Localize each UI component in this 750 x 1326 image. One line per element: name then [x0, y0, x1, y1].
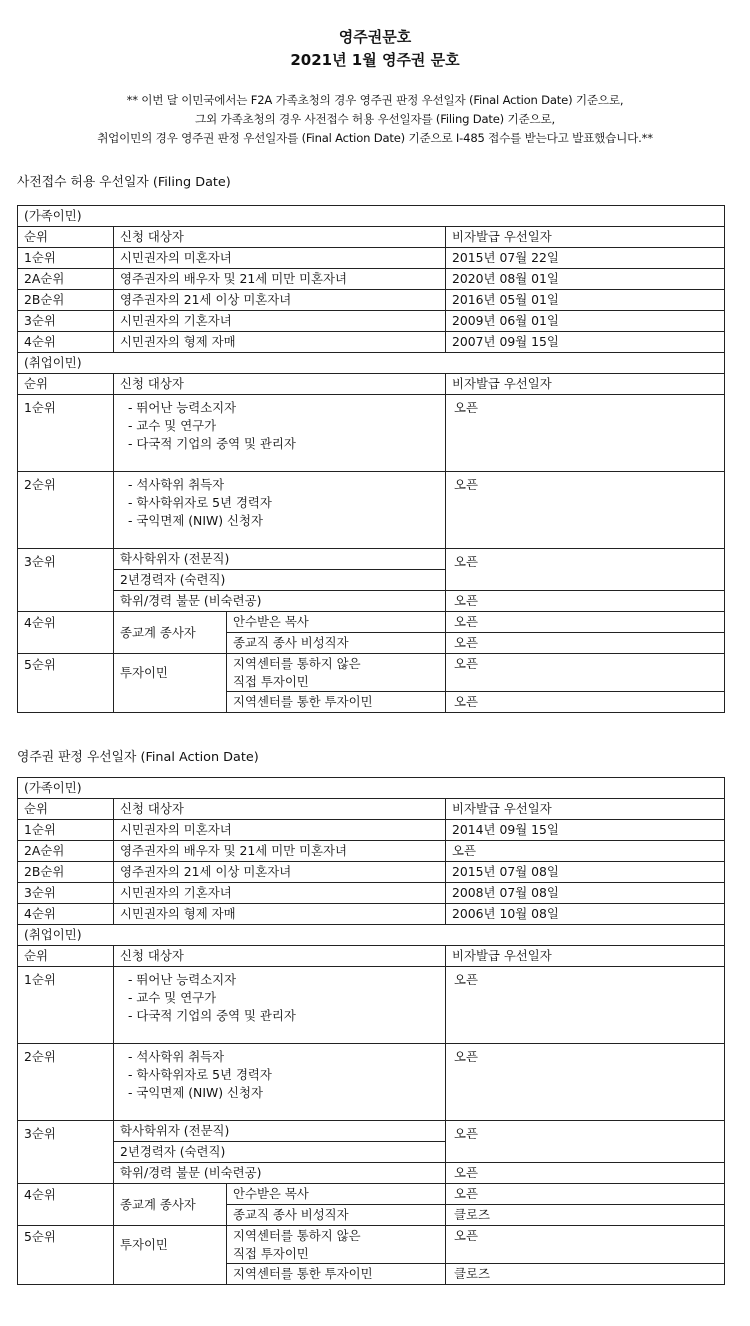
rank-cell: 2B순위 [18, 290, 114, 311]
date-cell: 오픈 [446, 1163, 725, 1184]
list-item: - 국익면제 (NIW) 신청자 [128, 513, 263, 528]
date-cell: 오픈 [446, 549, 725, 591]
list-item: - 석사학위 취득자 [128, 477, 225, 492]
target-line: 직접 투자이민 [233, 1246, 309, 1261]
table-row [18, 820, 725, 841]
date-cell: 오픈 [446, 1121, 725, 1163]
col-rank: 순위 [18, 374, 114, 395]
date-cell: 오픈 [446, 841, 725, 862]
target-cell: 지역센터를 통한 투자이민 [227, 692, 446, 713]
table-row [18, 904, 725, 925]
list-item: - 교수 및 연구가 [128, 418, 217, 433]
date-cell: 오픈 [446, 395, 725, 472]
table-row [18, 1226, 725, 1264]
target-cell [114, 395, 446, 472]
table-row [18, 290, 725, 311]
date-cell: 클로즈 [446, 1205, 725, 1226]
target-line: 직접 투자이민 [233, 674, 309, 689]
rank-cell: 1순위 [18, 967, 114, 1044]
list-item: - 교수 및 연구가 [128, 990, 217, 1005]
target-cell: 2년경력자 (숙련직) [114, 570, 446, 591]
target-cell [114, 472, 446, 549]
col-date: 비자발급 우선일자 [446, 946, 725, 967]
target-cell: 안수받은 목사 [227, 1184, 446, 1205]
notice-line-1: ** 이번 달 이민국에서는 F2A 가족초청의 경우 영주권 판정 우선일자 (Final Action Date) 기준으로, [126, 93, 624, 107]
target-cell: 시민권자의 형제 자매 [114, 904, 446, 925]
table-row [18, 612, 725, 633]
group-cell: 투자이민 [114, 654, 227, 713]
col-date: 비자발급 우선일자 [446, 374, 725, 395]
date-cell: 오픈 [446, 967, 725, 1044]
target-cell [114, 967, 446, 1044]
header-row [18, 374, 725, 395]
date-cell: 2008년 07월 08일 [446, 883, 725, 904]
rank-cell: 5순위 [18, 654, 114, 713]
group-cell: 종교계 종사자 [114, 612, 227, 654]
date-cell: 2009년 06월 01일 [446, 311, 725, 332]
list-item: - 학사학위자로 5년 경력자 [128, 495, 272, 510]
target-cell: 종교직 종사 비성직자 [227, 1205, 446, 1226]
date-cell: 오픈 [446, 633, 725, 654]
rank-cell: 5순위 [18, 1226, 114, 1285]
list-item: - 학사학위자로 5년 경력자 [128, 1067, 272, 1082]
col-rank: 순위 [18, 799, 114, 820]
date-cell: 오픈 [446, 472, 725, 549]
target-cell: 시민권자의 형제 자매 [114, 332, 446, 353]
list-item: - 다국적 기업의 중역 및 관리자 [128, 436, 296, 451]
list-item: - 국익면제 (NIW) 신청자 [128, 1085, 263, 1100]
list-item: - 뛰어난 능력소지자 [128, 972, 237, 987]
target-cell: 학사학위자 (전문직) [114, 549, 446, 570]
table-row [18, 311, 725, 332]
rank-cell: 2A순위 [18, 841, 114, 862]
list-item: - 뛰어난 능력소지자 [128, 400, 237, 415]
date-cell: 2015년 07월 22일 [446, 248, 725, 269]
date-cell: 오픈 [446, 1044, 725, 1121]
col-date: 비자발급 우선일자 [446, 799, 725, 820]
col-target: 신청 대상자 [114, 374, 446, 395]
page-subtitle: 2021년 1월 영주권 문호 [290, 51, 460, 69]
rank-cell: 2순위 [18, 472, 114, 549]
date-cell: 2007년 09월 15일 [446, 332, 725, 353]
family-section-label: (가족이민) [18, 206, 725, 227]
table-row [18, 549, 725, 570]
col-rank: 순위 [18, 946, 114, 967]
list-item: - 다국적 기업의 중역 및 관리자 [128, 1008, 296, 1023]
section-title-filing-date: 사전접수 허용 우선일자 (Filing Date) [17, 175, 231, 190]
table-row [18, 862, 725, 883]
rank-cell: 2순위 [18, 1044, 114, 1121]
col-date: 비자발급 우선일자 [446, 227, 725, 248]
rank-cell: 3순위 [18, 883, 114, 904]
target-cell: 학사학위자 (전문직) [114, 1121, 446, 1142]
table-row [18, 1044, 725, 1121]
target-cell: 학위/경력 불문 (비숙련공) [114, 1163, 446, 1184]
target-cell [227, 1226, 446, 1264]
rank-cell: 2A순위 [18, 269, 114, 290]
list-item: - 석사학위 취득자 [128, 1049, 225, 1064]
notice-line-3: 취업이민의 경우 영주권 판정 우선일자를 (Final Action Date) 기준으로 I-485 접수를 받는다고 발표했습니다.** [97, 131, 653, 145]
date-cell: 오픈 [446, 692, 725, 713]
col-target: 신청 대상자 [114, 227, 446, 248]
rank-cell: 1순위 [18, 820, 114, 841]
header-row [18, 227, 725, 248]
rank-cell: 3순위 [18, 311, 114, 332]
col-target: 신청 대상자 [114, 799, 446, 820]
date-cell: 2014년 09월 15일 [446, 820, 725, 841]
family-section-label: (가족이민) [18, 778, 725, 799]
date-cell: 오픈 [446, 654, 725, 692]
target-cell: 종교직 종사 비성직자 [227, 633, 446, 654]
target-cell: 시민권자의 기혼자녀 [114, 311, 446, 332]
date-cell: 2015년 07월 08일 [446, 862, 725, 883]
notice-line-2: 그외 가족초청의 경우 사전접수 허용 우선일자를 (Filing Date) 기준으로, [195, 112, 555, 126]
table-row [18, 1121, 725, 1142]
table-row [18, 883, 725, 904]
target-cell: 지역센터를 통한 투자이민 [227, 1264, 446, 1285]
table-row [18, 1184, 725, 1205]
filing-date-table [17, 205, 725, 713]
rank-cell: 1순위 [18, 395, 114, 472]
rank-cell: 3순위 [18, 1121, 114, 1184]
col-target: 신청 대상자 [114, 946, 446, 967]
date-cell: 2016년 05월 01일 [446, 290, 725, 311]
employment-section-label: (취업이민) [18, 925, 725, 946]
header-row [18, 946, 725, 967]
date-cell: 2020년 08월 01일 [446, 269, 725, 290]
table-row [18, 269, 725, 290]
date-cell: 오픈 [446, 591, 725, 612]
target-cell: 영주권자의 21세 이상 미혼자녀 [114, 290, 446, 311]
rank-cell: 1순위 [18, 248, 114, 269]
rank-cell: 4순위 [18, 904, 114, 925]
date-cell: 오픈 [446, 612, 725, 633]
target-cell: 시민권자의 미혼자녀 [114, 820, 446, 841]
target-cell: 영주권자의 21세 이상 미혼자녀 [114, 862, 446, 883]
target-cell: 안수받은 목사 [227, 612, 446, 633]
target-cell [227, 654, 446, 692]
final-action-date-table [17, 777, 725, 1285]
target-cell: 영주권자의 배우자 및 21세 미만 미혼자녀 [114, 841, 446, 862]
table-row [18, 395, 725, 472]
date-cell: 클로즈 [446, 1264, 725, 1285]
rank-cell: 4순위 [18, 612, 114, 654]
employment-section-label: (취업이민) [18, 353, 725, 374]
date-cell: 오픈 [446, 1184, 725, 1205]
table-row [18, 248, 725, 269]
col-rank: 순위 [18, 227, 114, 248]
rank-cell: 4순위 [18, 332, 114, 353]
table-row [18, 472, 725, 549]
target-cell [114, 1044, 446, 1121]
table-row [18, 1163, 725, 1184]
table-row [18, 332, 725, 353]
table-row [18, 841, 725, 862]
target-cell: 2년경력자 (숙련직) [114, 1142, 446, 1163]
target-cell: 학위/경력 불문 (비숙련공) [114, 591, 446, 612]
section-title-final-action-date: 영주권 판정 우선일자 (Final Action Date) [17, 750, 259, 765]
table-row [18, 591, 725, 612]
group-cell: 종교계 종사자 [114, 1184, 227, 1226]
table-row [18, 654, 725, 692]
target-line: 지역센터를 통하지 않은 [233, 1228, 361, 1243]
target-line: 지역센터를 통하지 않은 [233, 656, 361, 671]
date-cell: 오픈 [446, 1226, 725, 1264]
rank-cell: 2B순위 [18, 862, 114, 883]
target-cell: 시민권자의 미혼자녀 [114, 248, 446, 269]
rank-cell: 3순위 [18, 549, 114, 612]
rank-cell: 4순위 [18, 1184, 114, 1226]
date-cell: 2006년 10월 08일 [446, 904, 725, 925]
target-cell: 영주권자의 배우자 및 21세 미만 미혼자녀 [114, 269, 446, 290]
target-cell: 시민권자의 기혼자녀 [114, 883, 446, 904]
table-row [18, 967, 725, 1044]
group-cell: 투자이민 [114, 1226, 227, 1285]
page-title: 영주권문호 [338, 28, 412, 46]
header-row [18, 799, 725, 820]
